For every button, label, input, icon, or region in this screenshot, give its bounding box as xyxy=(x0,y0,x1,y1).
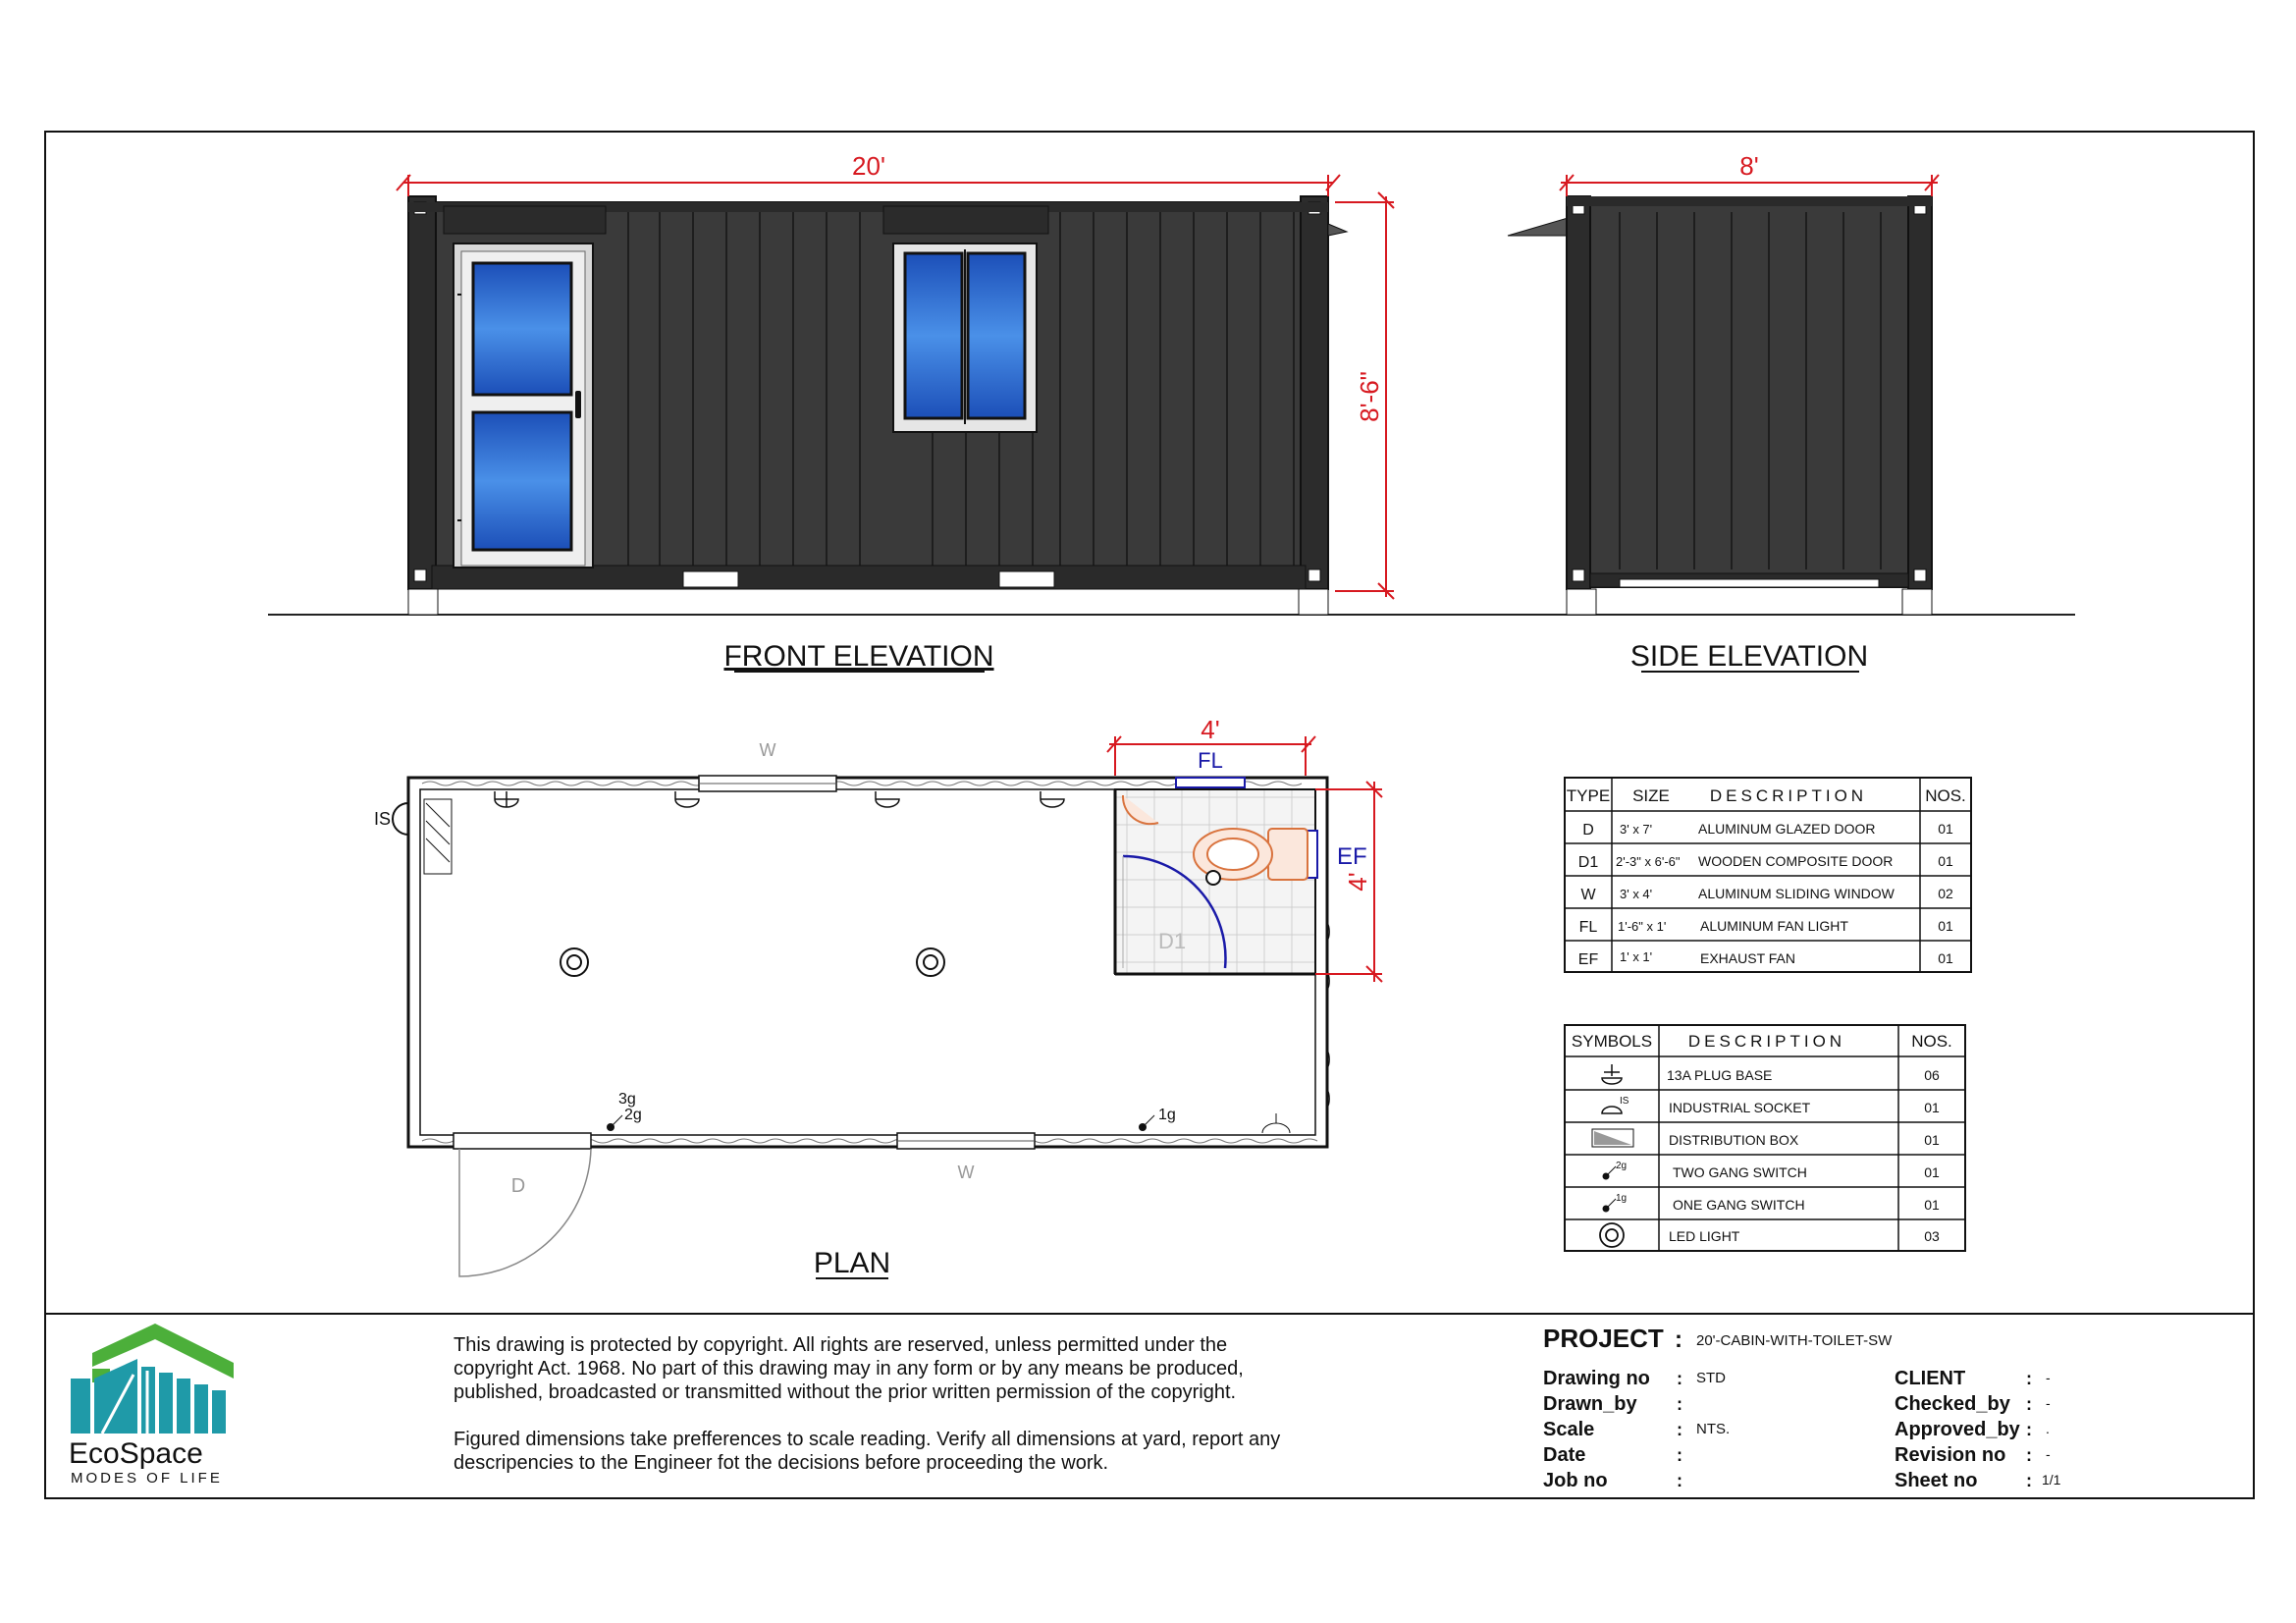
svg-text:1g: 1g xyxy=(1158,1107,1176,1123)
scale-value: NTS. xyxy=(1696,1421,1731,1437)
symbols-row-description: TWO GANG SWITCH xyxy=(1673,1164,1807,1180)
checked-by-value: - xyxy=(2046,1395,2051,1411)
schedule-row-size: 3' x 4' xyxy=(1620,887,1653,901)
schedule-row-nos: 01 xyxy=(1938,821,1953,837)
side-elevation xyxy=(1508,151,1939,673)
front-door xyxy=(454,243,593,568)
project-value: 20'-CABIN-WITH-TOILET-SW xyxy=(1696,1332,1893,1349)
dimension-note-line: descripencies to the Engineer fot the decisions before proceeding the work. xyxy=(454,1452,1109,1474)
schedule-row-size: 1' x 1' xyxy=(1620,949,1653,964)
plan-window-bottom-tag: W xyxy=(957,1163,975,1182)
symbols-header-description: DESCRIPTION xyxy=(1687,1032,1846,1051)
plan-industrial-socket xyxy=(393,803,408,835)
symbols-row-nos: 03 xyxy=(1924,1228,1940,1244)
approved-by-value: . xyxy=(2046,1421,2050,1436)
symbols-row-nos: 01 xyxy=(1924,1197,1940,1213)
client-label: CLIENT xyxy=(1895,1368,1966,1389)
symbols-table xyxy=(1565,1025,1965,1251)
svg-text:IS: IS xyxy=(1620,1096,1629,1107)
schedule-header-type: TYPE xyxy=(1566,786,1611,805)
plan-fan-light xyxy=(1176,778,1245,787)
symbols-row-nos: 01 xyxy=(1924,1164,1940,1180)
drawn-by-label: Drawn_by xyxy=(1543,1393,1637,1415)
schedule-row-size: 2'-3" x 6'-6" xyxy=(1616,854,1681,869)
schedule-row-nos: 01 xyxy=(1938,918,1953,934)
logo-tagline: MODES OF LIFE xyxy=(71,1470,223,1487)
schedule-header-size: SIZE xyxy=(1632,786,1670,805)
schedule-header-nos: NOS. xyxy=(1925,786,1966,805)
schedule-row-description: WOODEN COMPOSITE DOOR xyxy=(1698,853,1894,869)
schedule-row-description: ALUMINUM SLIDING WINDOW xyxy=(1698,886,1895,901)
svg-text:2g: 2g xyxy=(1616,1161,1628,1171)
schedule-row-type: D xyxy=(1582,822,1594,839)
client-value: - xyxy=(2046,1370,2051,1385)
field-colon: : xyxy=(1677,1369,1682,1388)
floor-plan xyxy=(374,715,1382,1279)
led-light-icon xyxy=(1600,1223,1624,1247)
side-width-label: 8' xyxy=(1739,151,1759,181)
symbols-row-description: INDUSTRIAL SOCKET xyxy=(1669,1100,1811,1115)
front-window xyxy=(893,243,1037,432)
plan-exhaust-fan-tag: EF xyxy=(1337,843,1367,870)
plan-distribution-box xyxy=(424,799,452,874)
sheet-no-value: 1/1 xyxy=(2042,1472,2061,1488)
svg-text:2g: 2g xyxy=(624,1107,642,1123)
job-no-label: Job no xyxy=(1543,1470,1608,1491)
symbols-row-description: LED LIGHT xyxy=(1669,1228,1740,1244)
front-elevation-title: FRONT ELEVATION xyxy=(723,640,994,673)
distribution-box-icon xyxy=(1592,1129,1633,1147)
sheet-no-label: Sheet no xyxy=(1895,1470,1978,1491)
title-block xyxy=(69,1324,2061,1491)
toilet-width-label: 4' xyxy=(1201,715,1220,744)
plan-window-top-tag: W xyxy=(759,740,776,760)
field-colon: : xyxy=(1677,1394,1682,1414)
copyright-note-line: This drawing is protected by copyright. All rights are reserved, unless permitted under the xyxy=(454,1334,1228,1356)
side-elevation-title: SIDE ELEVATION xyxy=(1629,640,1869,673)
field-colon: : xyxy=(1677,1420,1682,1439)
drawing-no-value: STD xyxy=(1696,1370,1726,1386)
plan-fan-light-tag: FL xyxy=(1198,748,1223,773)
symbols-row-nos: 01 xyxy=(1924,1100,1940,1115)
revision-no-label: Revision no xyxy=(1895,1444,2006,1466)
schedule-row-type: D1 xyxy=(1577,854,1599,871)
project-colon: : xyxy=(1675,1326,1682,1353)
main-door-swing xyxy=(459,1149,591,1276)
bottom-rail xyxy=(432,566,1306,589)
schedule-row-type: FL xyxy=(1578,919,1598,936)
symbols-row-description: 13A PLUG BASE xyxy=(1667,1067,1773,1083)
schedule-row-type: EF xyxy=(1577,951,1599,968)
field-colon: : xyxy=(2026,1420,2032,1439)
toilet-depth-label: 4' xyxy=(1343,872,1372,892)
field-colon: : xyxy=(2026,1394,2032,1414)
field-colon: : xyxy=(2026,1369,2032,1388)
schedule-row-size: 1'-6" x 1' xyxy=(1618,919,1667,934)
svg-text:3g: 3g xyxy=(618,1091,636,1108)
door-canopy xyxy=(444,206,606,234)
symbols-header-symbols: SYMBOLS xyxy=(1571,1032,1653,1051)
schedule-row-nos: 02 xyxy=(1938,886,1953,901)
svg-text:1g: 1g xyxy=(1616,1193,1628,1204)
plan-main-door xyxy=(454,1133,591,1149)
window-canopy xyxy=(883,206,1048,234)
plan-main-door-tag: D xyxy=(510,1175,526,1197)
symbols-header-nos: NOS. xyxy=(1911,1032,1952,1051)
front-height-label: 8'-6" xyxy=(1355,371,1384,422)
field-colon: : xyxy=(1677,1445,1682,1465)
front-width-label: 20' xyxy=(852,151,885,181)
project-label: PROJECT xyxy=(1543,1324,1664,1353)
schedule-header-description: DESCRIPTION xyxy=(1709,786,1868,805)
schedule-row-type: W xyxy=(1580,887,1596,903)
scale-label: Scale xyxy=(1543,1419,1595,1440)
schedule-row-description: EXHAUST FAN xyxy=(1700,950,1795,966)
field-colon: : xyxy=(1677,1471,1682,1490)
symbols-row-description: ONE GANG SWITCH xyxy=(1673,1197,1805,1213)
plan-toilet-door-tag: D1 xyxy=(1157,929,1187,953)
copyright-note-line: published, broadcasted or transmitted without the prior written permission of the copyright. xyxy=(454,1381,1237,1403)
side-container-body xyxy=(1567,202,1932,587)
field-colon: : xyxy=(2026,1471,2032,1490)
schedule-row-description: ALUMINUM FAN LIGHT xyxy=(1700,918,1848,934)
logo-brand: EcoSpace xyxy=(69,1437,203,1470)
copyright-note-line: copyright Act. 1968. No part of this drawing may in any form or by any means be produced, xyxy=(454,1358,1244,1380)
dimension-note-line: Figured dimensions take prefferences to scale reading. Verify all dimensions at yard, report any xyxy=(454,1429,1281,1450)
ecospace-logo xyxy=(69,1324,234,1487)
plan-title: PLAN xyxy=(813,1247,891,1279)
schedule-row-nos: 01 xyxy=(1938,950,1953,966)
schedule-row-nos: 01 xyxy=(1938,853,1953,869)
checked-by-label: Checked_by xyxy=(1895,1393,2010,1415)
schedule-table xyxy=(1565,778,1971,972)
symbols-row-description: DISTRIBUTION BOX xyxy=(1669,1132,1799,1148)
schedule-row-size: 3' x 7' xyxy=(1620,822,1653,837)
date-label: Date xyxy=(1543,1444,1586,1466)
drawing-no-label: Drawing no xyxy=(1543,1368,1650,1389)
approved-by-label: Approved_by xyxy=(1895,1419,2020,1440)
symbols-row-nos: 06 xyxy=(1924,1067,1940,1083)
schedule-row-description: ALUMINUM GLAZED DOOR xyxy=(1698,821,1876,837)
plan-industrial-socket-tag: IS xyxy=(374,809,392,829)
symbols-row-nos: 01 xyxy=(1924,1132,1940,1148)
revision-no-value: - xyxy=(2046,1446,2051,1462)
field-colon: : xyxy=(2026,1445,2032,1465)
